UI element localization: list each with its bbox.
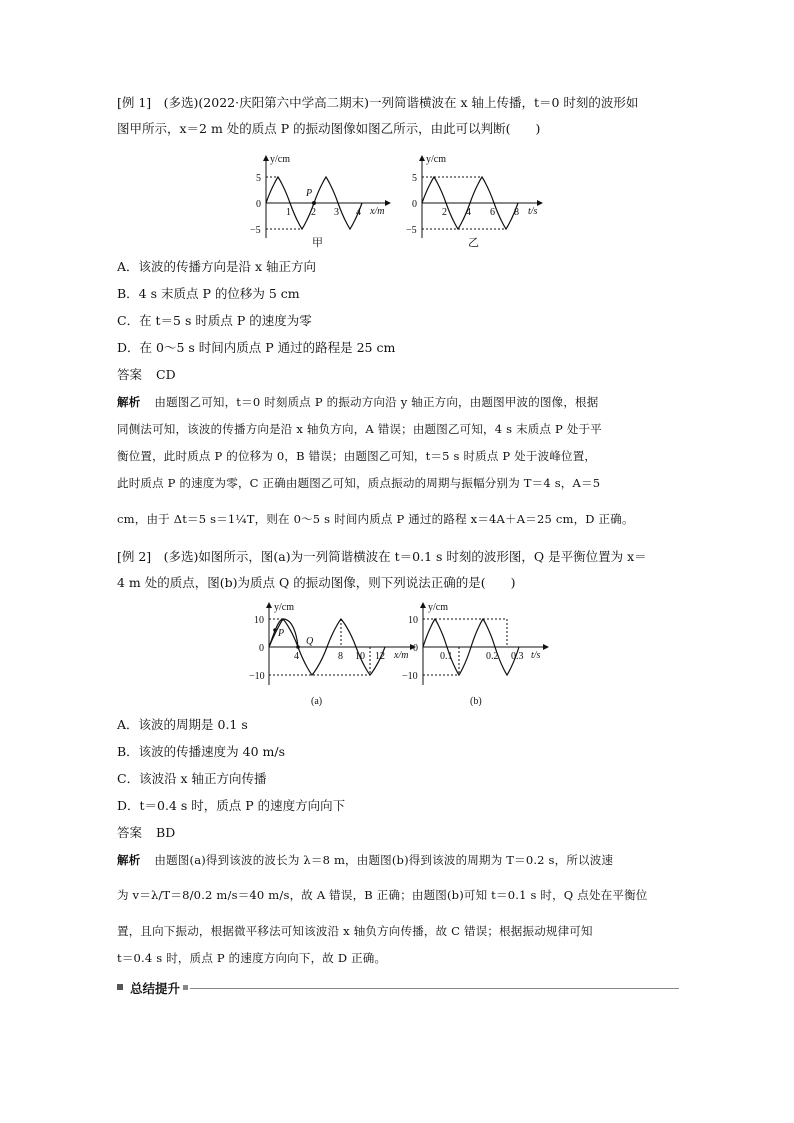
svg-text:P: P [306, 188, 313, 199]
ex1-answer [117, 366, 679, 384]
svg-text:0.2: 0.2 [486, 651, 499, 662]
summary-title: 总结提升 [130, 981, 181, 996]
ex2-option-a: A．该波的周期是 0.1 s [117, 717, 248, 732]
ex1-analysis-line2: 同侧法可知，该波的传播方向是沿 x 轴负方向，A 错误；由题图乙可知，4 s 末质点 P 处于平 [117, 422, 602, 436]
ex2-stem-line1: [例 2] (多选)如图所示，图(a)为一列简谐横波在 t＝0.1 s 时刻的波形图，Q 是平衡位置为 x＝ [117, 549, 647, 564]
ex2-option-c: C．该波沿 x 轴正方向传播 [117, 771, 267, 786]
svg-text:6: 6 [490, 207, 495, 218]
ex2-analysis-line3: 置，且向下振动，根据微平移法可知该波沿 x 轴负方向传播，故 C 错误；根据振动规律可知 [117, 924, 593, 938]
svg-text:8: 8 [338, 651, 343, 662]
divider [190, 988, 679, 989]
analysis-label: 解析 [117, 395, 141, 409]
svg-text:5: 5 [256, 173, 261, 184]
svg-text:−10: −10 [402, 671, 418, 682]
answer-value: CD [156, 367, 176, 382]
ex1-analysis-line1: 解析 由题图乙可知，t＝0 时刻质点 P 的振动方向沿 y 轴正方向，由题图甲波的图像，根据 [117, 395, 599, 409]
svg-text:t/s: t/s [531, 650, 541, 661]
ex1-stem-line2: 图甲所示，x＝2 m 处的质点 P 的振动图像如图乙所示，由此可以判断( ) [117, 121, 541, 136]
svg-text:y/cm: y/cm [428, 602, 448, 613]
svg-text:−10: −10 [249, 671, 265, 682]
svg-text:10: 10 [408, 615, 418, 626]
ex2-analysis-line2: 为 v＝λ/T＝8/0.2 m/s＝40 m/s，故 A 错误，B 正确；由题图(b)可知 t＝0.1 s 时，Q 点处在平衡位 [117, 888, 648, 902]
svg-text:0: 0 [256, 199, 261, 210]
svg-text:(b): (b) [470, 696, 482, 707]
svg-text:P: P [278, 628, 285, 639]
svg-text:4: 4 [466, 207, 471, 218]
ex2-stem-line2: 4 m 处的质点，图(b)为质点 Q 的振动图像，则下列说法正确的是( ) [117, 575, 516, 590]
svg-text:8: 8 [514, 207, 519, 218]
svg-text:乙: 乙 [468, 237, 479, 249]
svg-text:12: 12 [375, 651, 385, 662]
ex1-option-d: D．在 0～5 s 时间内质点 P 通过的路程是 25 cm [117, 340, 396, 355]
ex2-answer [117, 824, 679, 842]
svg-text:2: 2 [311, 207, 316, 218]
ex2-figure-a [247, 600, 422, 710]
svg-text:0: 0 [413, 643, 418, 654]
svg-text:(a): (a) [311, 696, 323, 707]
svg-text:y/cm: y/cm [274, 602, 294, 613]
svg-text:t/s: t/s [528, 206, 538, 217]
ex1-analysis-line5: cm，由于 Δt＝5 s＝1¼T，则在 0～5 s 时间内质点 P 通过的路程 x＝4A＋A＝25 cm，D 正确。 [117, 512, 634, 526]
svg-text:0.1: 0.1 [440, 651, 453, 662]
svg-text:y/cm: y/cm [270, 154, 290, 165]
point-q [296, 645, 300, 649]
svg-text:4: 4 [294, 651, 299, 662]
ex2-option-b: B．该波的传播速度为 40 m/s [117, 744, 286, 759]
ex1-option-b: B．4 s 末质点 P 的位移为 5 cm [117, 286, 300, 301]
svg-text:0.3: 0.3 [511, 651, 524, 662]
summary-heading [117, 979, 679, 999]
svg-text:10: 10 [254, 615, 264, 626]
svg-text:Q: Q [306, 636, 314, 647]
ex2-option-d: D．t＝0.4 s 时，质点 P 的速度方向向下 [117, 798, 346, 813]
ex1-option-c: C．在 t＝5 s 时质点 P 的速度为零 [117, 313, 312, 328]
ex1-figure-b [400, 150, 550, 250]
point-p [312, 201, 316, 205]
svg-text:y/cm: y/cm [426, 154, 446, 165]
ex1-figure-a [248, 150, 398, 250]
ex2-analysis-line4: t＝0.4 s 时，质点 P 的速度方向向下，故 D 正确。 [117, 951, 387, 965]
ex2-analysis-line1: 解析 由题图(a)得到该波的波长为 λ＝8 m，由题图(b)得到该波的周期为 T＝0.2 s，所以波速 [117, 853, 614, 867]
ex1-stem-line1: [例 1] (多选)(2022·庆阳第六中学高二期末)一列简谐横波在 x 轴上传播，t＝0 时刻的波形如 [117, 95, 639, 110]
svg-text:5: 5 [412, 173, 417, 184]
analysis-label: 解析 [117, 853, 141, 867]
svg-text:2: 2 [442, 207, 447, 218]
svg-text:−5: −5 [406, 225, 417, 236]
svg-text:甲: 甲 [312, 237, 323, 249]
answer-value: BD [156, 825, 176, 840]
section-marker [117, 984, 123, 990]
point-p [273, 628, 277, 632]
ex2-figure-b [398, 600, 558, 710]
svg-text:3: 3 [334, 207, 339, 218]
svg-text:4: 4 [356, 207, 361, 218]
ex1-analysis-line3: 衡位置，此时质点 P 的位移为 0，B 错误；由题图乙可知，t＝5 s 时质点 P 处于波峰位置， [117, 449, 597, 463]
ex1-option-a: A．该波的传播方向是沿 x 轴正方向 [117, 259, 317, 274]
ex1-analysis-line4: 此时质点 P 的速度为零，C 正确由题图乙可知，质点振动的周期与振幅分别为 T＝4 s，A＝5 [117, 476, 601, 490]
svg-text:−5: −5 [250, 225, 261, 236]
svg-text:1: 1 [286, 207, 291, 218]
svg-text:10: 10 [355, 651, 365, 662]
answer-label: 答案 [117, 825, 143, 840]
svg-text:0: 0 [412, 199, 417, 210]
svg-text:x/m: x/m [370, 206, 385, 217]
svg-text:x/m: x/m [394, 650, 409, 661]
answer-label: 答案 [117, 367, 143, 382]
svg-text:0: 0 [259, 643, 264, 654]
